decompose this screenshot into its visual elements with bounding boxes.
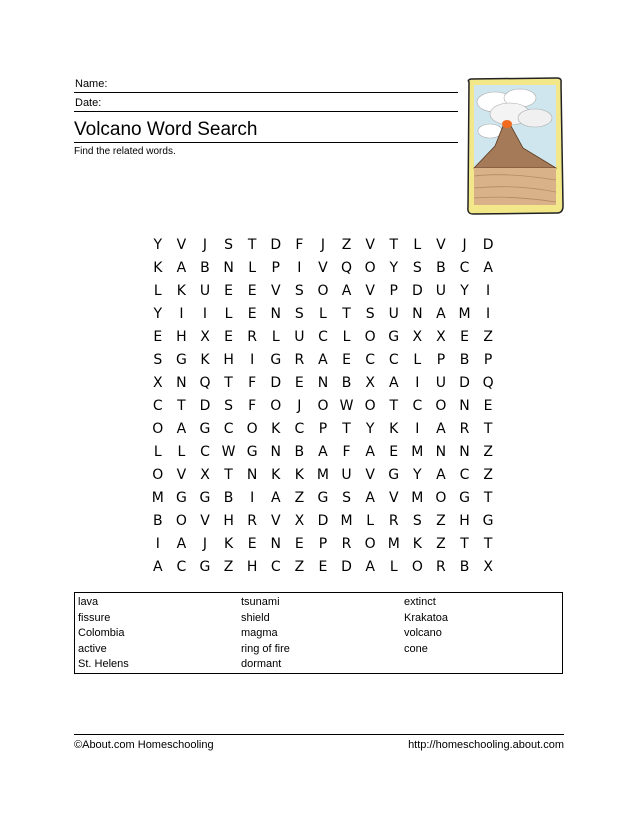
grid-letter[interactable]: A (270, 490, 281, 506)
grid-letter[interactable]: O (152, 421, 164, 437)
grid-letter[interactable]: D (411, 283, 423, 299)
grid-letter[interactable]: B (459, 559, 470, 575)
grid-letter[interactable]: A (318, 444, 328, 460)
grid-letter[interactable]: S (412, 513, 422, 529)
grid-letter[interactable]: H (223, 352, 234, 368)
grid-letter[interactable]: M (411, 444, 424, 460)
grid-row (146, 418, 500, 441)
grid-letter[interactable]: R (294, 352, 305, 368)
grid-letter[interactable]: C (152, 398, 163, 414)
grid-letter[interactable]: O (364, 536, 376, 552)
grid-letter[interactable]: J (320, 237, 326, 253)
grid-letter[interactable]: D (199, 398, 211, 414)
grid-letter[interactable]: V (436, 237, 446, 253)
grid-letter[interactable]: T (342, 421, 351, 437)
grid-letter[interactable]: M (387, 536, 400, 552)
grid-letter[interactable]: G (246, 444, 258, 460)
grid-letter[interactable]: B (341, 375, 352, 391)
grid-letter[interactable]: O (317, 283, 329, 299)
grid-letter[interactable]: J (462, 237, 467, 253)
word-search-grid (146, 234, 500, 579)
title-row (74, 114, 458, 143)
grid-letter[interactable]: Z (294, 490, 305, 506)
grid-letter[interactable]: A (483, 260, 493, 276)
grid-letter[interactable]: E (224, 283, 233, 299)
grid-letter[interactable]: D (270, 237, 282, 253)
grid-letter[interactable]: I (486, 283, 491, 299)
grid-letter[interactable]: K (153, 260, 163, 276)
grid-letter[interactable]: X (436, 329, 446, 345)
grid-letter[interactable]: T (483, 490, 493, 506)
word-bank-item: Krakatoa (404, 611, 449, 624)
grid-letter[interactable]: Q (341, 260, 353, 276)
volcano-illustration (465, 76, 565, 216)
grid-letter[interactable]: E (389, 444, 399, 460)
grid-letter[interactable]: X (412, 329, 423, 345)
grid-letter[interactable]: M (411, 490, 424, 506)
grid-letter[interactable]: U (435, 375, 447, 391)
grid-letter[interactable]: Q (199, 375, 211, 391)
grid-letter[interactable]: F (248, 398, 257, 414)
grid-letter[interactable]: A (365, 490, 375, 506)
grid-letter[interactable]: C (412, 398, 423, 414)
grid-letter[interactable]: G (317, 490, 329, 506)
footer-copyright: ©About.com Homeschooling (74, 739, 214, 751)
grid-letter[interactable]: A (365, 559, 375, 575)
footer-divider (74, 734, 564, 735)
grid-row (146, 556, 500, 579)
word-bank-item: lava (78, 596, 99, 608)
grid-letter[interactable]: F (342, 444, 351, 460)
grid-letter[interactable]: O (317, 398, 329, 414)
grid-letter[interactable]: F (295, 237, 304, 253)
grid-letter[interactable]: K (412, 536, 422, 552)
grid-letter[interactable]: C (223, 421, 234, 437)
grid-letter[interactable]: N (246, 467, 258, 483)
grid-letter[interactable]: K (271, 421, 281, 437)
grid-letter[interactable]: N (223, 260, 234, 276)
grid-letter[interactable]: P (436, 352, 446, 368)
grid-letter[interactable]: T (224, 375, 233, 391)
grid-letter[interactable]: O (246, 421, 258, 437)
grid-letter[interactable]: R (341, 536, 352, 552)
grid-letter[interactable]: O (175, 513, 187, 529)
grid-letter[interactable]: I (297, 260, 302, 276)
grid-letter[interactable]: H (223, 513, 234, 529)
date-field[interactable] (74, 93, 458, 112)
grid-letter[interactable]: H (246, 559, 258, 575)
grid-letter[interactable]: R (247, 329, 258, 345)
word-bank-column-3 (404, 595, 448, 657)
grid-letter[interactable]: T (389, 398, 399, 414)
grid-letter[interactable]: V (388, 490, 399, 506)
grid-row (146, 372, 500, 395)
grid-letter[interactable]: L (342, 329, 351, 345)
grid-letter[interactable]: J (202, 237, 208, 253)
grid-row (146, 303, 500, 326)
grid-letter[interactable]: F (248, 375, 257, 391)
footer-url[interactable]: http://homeschooling.about.com (408, 739, 564, 751)
grid-letter[interactable]: P (318, 421, 328, 437)
grid-letter[interactable]: E (247, 283, 257, 299)
grid-row (146, 280, 500, 303)
grid-letter[interactable]: E (294, 375, 304, 391)
grid-letter[interactable]: A (176, 421, 187, 437)
grid-letter[interactable]: E (342, 352, 351, 368)
grid-letter[interactable]: X (365, 375, 375, 391)
grid-letter[interactable]: B (223, 490, 234, 506)
word-bank-item: fissure (78, 611, 111, 624)
grid-letter[interactable]: W (339, 398, 354, 414)
grid-letter[interactable]: Z (483, 467, 493, 483)
grid-letter[interactable]: T (483, 536, 493, 552)
grid-letter[interactable]: E (318, 559, 328, 575)
grid-letter[interactable]: O (364, 329, 376, 345)
grid-row (146, 487, 500, 510)
grid-letter[interactable]: G (199, 559, 211, 575)
grid-letter[interactable]: X (294, 513, 305, 529)
grid-letter[interactable]: O (364, 398, 376, 414)
grid-letter[interactable]: Z (341, 237, 352, 253)
grid-letter[interactable]: M (458, 306, 471, 322)
grid-letter[interactable]: S (294, 283, 304, 299)
grid-letter[interactable]: K (271, 467, 281, 483)
grid-letter[interactable]: D (459, 375, 470, 391)
grid-letter[interactable]: A (388, 375, 399, 391)
grid-letter[interactable]: J (202, 536, 208, 552)
grid-letter[interactable]: R (436, 559, 446, 575)
grid-letter[interactable]: V (365, 237, 375, 253)
grid-letter[interactable]: L (153, 283, 162, 299)
word-bank-column-1 (78, 595, 129, 673)
word-bank-item: Colombia (78, 627, 125, 640)
grid-letter[interactable]: L (366, 513, 375, 529)
grid-letter[interactable]: N (176, 375, 187, 391)
grid-letter[interactable]: E (460, 329, 469, 345)
grid-letter[interactable]: V (176, 467, 187, 483)
grid-letter[interactable]: R (459, 421, 470, 437)
grid-letter[interactable]: I (250, 490, 255, 506)
grid-letter[interactable]: E (224, 329, 233, 345)
grid-letter[interactable]: S (412, 260, 422, 276)
grid-row (146, 326, 500, 349)
grid-letter[interactable]: N (459, 444, 470, 460)
grid-letter[interactable]: L (177, 444, 186, 460)
grid-letter[interactable]: A (153, 559, 163, 575)
word-bank-item: St. Helens (78, 658, 129, 671)
grid-letter[interactable]: K (200, 352, 210, 368)
grid-letter[interactable]: I (415, 375, 420, 391)
word-bank-item: dormant (241, 658, 282, 671)
grid-letter[interactable]: O (364, 260, 376, 276)
worksheet-header (74, 74, 458, 143)
name-label: Name: (75, 78, 108, 90)
grid-letter[interactable]: I (155, 536, 160, 552)
grid-letter[interactable]: B (200, 260, 210, 276)
grid-letter[interactable]: B (294, 444, 305, 460)
grid-letter[interactable]: Z (294, 559, 305, 575)
grid-letter[interactable]: Y (365, 421, 375, 437)
grid-letter[interactable]: Z (483, 329, 493, 345)
grid-letter[interactable]: Z (436, 536, 446, 552)
grid-row (146, 257, 500, 280)
grid-letter[interactable]: S (365, 306, 375, 322)
grid-letter[interactable]: V (318, 260, 328, 276)
grid-letter[interactable]: I (486, 306, 491, 322)
grid-letter[interactable]: G (199, 490, 211, 506)
word-bank-item: magma (241, 627, 278, 640)
grid-letter[interactable]: T (342, 306, 351, 322)
grid-letter[interactable]: L (248, 260, 257, 276)
grid-letter[interactable]: U (388, 306, 399, 322)
grid-letter[interactable]: G (459, 490, 470, 506)
grid-letter[interactable]: I (250, 352, 255, 368)
grid-row (146, 441, 500, 464)
grid-letter[interactable]: C (459, 260, 470, 276)
word-bank-item: cone (404, 642, 428, 655)
word-bank-item: tsunami (241, 596, 280, 608)
grid-letter[interactable]: C (200, 444, 210, 460)
grid-letter[interactable]: Y (153, 306, 163, 322)
grid-row (146, 464, 500, 487)
grid-letter[interactable]: M (316, 467, 329, 483)
grid-letter[interactable]: N (270, 536, 281, 552)
grid-letter[interactable]: O (270, 398, 282, 414)
grid-letter[interactable]: E (483, 398, 493, 414)
grid-letter[interactable]: Z (223, 559, 234, 575)
grid-letter[interactable]: C (294, 421, 305, 437)
grid-letter[interactable]: I (415, 421, 420, 437)
word-bank-column-2 (241, 595, 290, 673)
grid-letter[interactable]: Y (413, 467, 422, 483)
grid-letter[interactable]: P (483, 352, 493, 368)
grid-letter[interactable]: A (436, 421, 446, 437)
grid-letter[interactable]: S (342, 490, 351, 506)
grid-letter[interactable]: C (388, 352, 399, 368)
grid-letter[interactable]: W (221, 444, 236, 460)
grid-letter[interactable]: V (176, 237, 187, 253)
word-bank-item: extinct (404, 596, 436, 608)
grid-letter[interactable]: C (176, 559, 187, 575)
grid-letter[interactable]: N (435, 444, 447, 460)
grid-letter[interactable]: U (435, 283, 447, 299)
grid-letter[interactable]: T (389, 237, 399, 253)
grid-letter[interactable]: T (247, 237, 257, 253)
word-bank-item: active (78, 642, 107, 655)
grid-letter[interactable]: M (340, 513, 353, 529)
word-bank-item: shield (241, 611, 270, 624)
grid-letter[interactable]: J (297, 398, 302, 414)
grid-letter[interactable]: B (459, 352, 470, 368)
page-title: Volcano Word Search (74, 119, 258, 140)
grid-letter[interactable]: N (270, 444, 281, 460)
grid-letter[interactable]: S (224, 398, 234, 414)
grid-letter[interactable]: B (436, 260, 446, 276)
grid-letter[interactable]: X (153, 375, 163, 391)
grid-letter[interactable]: E (153, 329, 163, 345)
grid-letter[interactable]: S (224, 237, 234, 253)
grid-letter[interactable]: A (341, 283, 352, 299)
grid-letter[interactable]: X (200, 467, 210, 483)
grid-letter[interactable]: D (270, 375, 282, 391)
grid-letter[interactable]: L (413, 237, 422, 253)
grid-letter[interactable]: N (317, 375, 329, 391)
grid-letter[interactable]: U (294, 329, 305, 345)
grid-letter[interactable]: K (389, 421, 399, 437)
grid-row (146, 234, 500, 257)
grid-letter[interactable]: M (151, 490, 164, 506)
grid-letter[interactable]: U (341, 467, 352, 483)
grid-letter[interactable]: G (270, 352, 282, 368)
grid-letter[interactable]: K (294, 467, 304, 483)
grid-letter[interactable]: G (175, 352, 187, 368)
grid-letter[interactable]: K (223, 536, 234, 552)
grid-letter[interactable]: H (176, 329, 187, 345)
grid-letter[interactable]: A (318, 352, 328, 368)
grid-letter[interactable]: L (153, 444, 162, 460)
grid-letter[interactable]: Y (153, 237, 163, 253)
grid-letter[interactable]: P (318, 536, 328, 552)
grid-letter[interactable]: G (175, 490, 187, 506)
date-label: Date: (75, 97, 102, 109)
grid-row (146, 395, 500, 418)
grid-letter[interactable]: I (179, 306, 184, 322)
grid-letter[interactable]: A (365, 444, 375, 460)
grid-letter[interactable]: S (153, 352, 163, 368)
grid-letter[interactable]: U (199, 283, 211, 299)
grid-letter[interactable]: V (365, 283, 375, 299)
grid-letter[interactable]: Z (483, 444, 493, 460)
grid-letter[interactable]: X (483, 559, 493, 575)
grid-letter[interactable]: B (152, 513, 163, 529)
grid-letter[interactable]: T (177, 398, 186, 414)
grid-letter[interactable]: G (388, 329, 400, 345)
grid-letter[interactable]: C (318, 329, 328, 345)
grid-letter[interactable]: V (270, 283, 281, 299)
grid-letter[interactable]: P (389, 283, 398, 299)
grid-row (146, 533, 500, 556)
grid-letter[interactable]: O (411, 559, 423, 575)
grid-letter[interactable]: V (365, 467, 375, 483)
grid-letter[interactable]: L (319, 306, 327, 322)
grid-letter[interactable]: E (247, 536, 257, 552)
grid-letter[interactable]: A (436, 306, 446, 322)
grid-letter[interactable]: A (436, 467, 446, 483)
grid-letter[interactable]: D (482, 237, 494, 253)
grid-letter[interactable]: R (388, 513, 399, 529)
instructions: Find the related words. (74, 146, 176, 157)
grid-letter[interactable]: T (460, 536, 469, 552)
grid-letter[interactable]: Y (460, 283, 469, 299)
grid-letter[interactable]: N (459, 398, 470, 414)
grid-letter[interactable]: O (152, 467, 164, 483)
grid-letter[interactable]: A (176, 260, 187, 276)
grid-letter[interactable]: O (435, 490, 447, 506)
grid-letter[interactable]: X (200, 329, 210, 345)
grid-row (146, 349, 500, 372)
grid-letter[interactable]: I (202, 306, 208, 322)
grid-letter[interactable]: S (294, 306, 304, 322)
grid-letter[interactable]: Y (389, 260, 399, 276)
grid-letter[interactable]: D (317, 513, 329, 529)
grid-letter[interactable]: R (247, 513, 258, 529)
grid-letter[interactable]: G (482, 513, 494, 529)
word-bank-item: volcano (404, 627, 442, 640)
grid-letter[interactable]: K (176, 283, 186, 299)
grid-letter[interactable]: G (199, 421, 211, 437)
grid-letter[interactable]: T (224, 467, 233, 483)
grid-letter[interactable]: A (176, 536, 187, 552)
grid-letter[interactable]: C (459, 467, 470, 483)
grid-letter[interactable]: L (413, 352, 422, 368)
grid-letter[interactable]: C (270, 559, 281, 575)
grid-letter[interactable]: Q (482, 375, 494, 391)
grid-row (146, 510, 500, 533)
grid-letter[interactable]: N (412, 306, 423, 322)
grid-letter[interactable]: L (389, 559, 398, 575)
grid-letter[interactable]: V (200, 513, 210, 529)
word-bank (74, 592, 563, 674)
grid-letter[interactable]: V (270, 513, 281, 529)
grid-letter[interactable]: O (435, 398, 447, 414)
word-bank-item: ring of fire (241, 642, 290, 655)
grid-letter[interactable]: E (294, 536, 304, 552)
grid-letter[interactable]: E (247, 306, 257, 322)
grid-letter[interactable]: L (271, 329, 280, 345)
grid-letter[interactable]: G (388, 467, 400, 483)
grid-letter[interactable]: Z (436, 513, 446, 529)
grid-letter[interactable]: N (270, 306, 281, 322)
grid-letter[interactable]: C (365, 352, 376, 368)
grid-letter[interactable]: D (341, 559, 352, 575)
grid-letter[interactable]: P (271, 260, 280, 276)
grid-letter[interactable]: T (483, 421, 493, 437)
name-field[interactable] (74, 74, 458, 93)
grid-letter[interactable]: L (224, 306, 233, 322)
grid-letter[interactable]: H (459, 513, 470, 529)
